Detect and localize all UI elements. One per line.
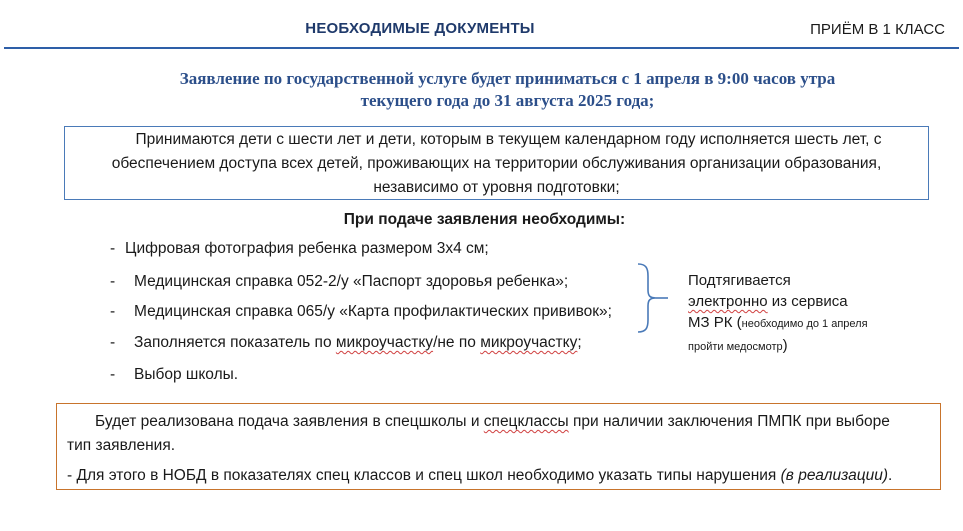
section-label: ПРИЁМ В 1 КЛАСС: [810, 21, 945, 38]
spellcheck-word: микроучастку: [480, 334, 578, 351]
eligibility-line-3: независимо от уровня подготовки;: [373, 179, 620, 196]
eligibility-line-2: обеспечением доступа всех детей, проживающих на территории обслуживания организации образования,: [111, 155, 882, 172]
announcement: [0, 68, 963, 112]
curly-brace-icon: [634, 262, 674, 334]
announcement-line-1: Заявление по государственной услуге будет приниматься с 1 апреля в 9:00 часов утра: [179, 69, 836, 88]
side-note-line-1: Подтягивается: [688, 272, 791, 289]
eligibility-line-1: Принимаются дети с шести лет и дети, которым в текущем календарном году исполняется шесть лет, с: [135, 131, 882, 148]
list-item: - Медицинская справка 052-2/у «Паспорт здоровья ребенка»;: [110, 273, 569, 290]
spellcheck-word: микроучастку: [335, 334, 434, 351]
list-item: - Цифровая фотография ребенка размером 3х4 см;: [110, 240, 489, 257]
header-divider: [4, 47, 959, 49]
page-title: НЕОБХОДИМЫЕ ДОКУМЕНТЫ: [305, 20, 535, 37]
special-box-line-2: тип заявления.: [67, 437, 176, 454]
list-item: - Медицинская справка 065/у «Карта профилактических прививок»;: [110, 303, 612, 320]
spellcheck-word: спецклассы: [483, 413, 569, 430]
side-note: Подтягивается электронно из сервиса МЗ РК (необходимо до 1 апреля пройти медосмотр): [688, 272, 868, 354]
list-item: - Заполняется показатель по микроучастку/не по микроучастку;: [110, 334, 582, 351]
special-schools-box: Будет реализована подача заявления в спецшколы и спецклассы при наличии заключения ПМПК при выборе тип заявления. - Для этого в НОБД в показателях спец классов и спец школ необходимо указать типы нарушения (в реализации).: [56, 403, 941, 490]
spellcheck-word: электронно: [688, 293, 768, 310]
eligibility-box: [64, 126, 929, 200]
requirements-heading: При подаче заявления необходимы:: [343, 211, 626, 228]
announcement-line-2: текущего года до 31 августа 2025 года;: [360, 91, 655, 110]
list-item: - Выбор школы.: [110, 366, 239, 383]
